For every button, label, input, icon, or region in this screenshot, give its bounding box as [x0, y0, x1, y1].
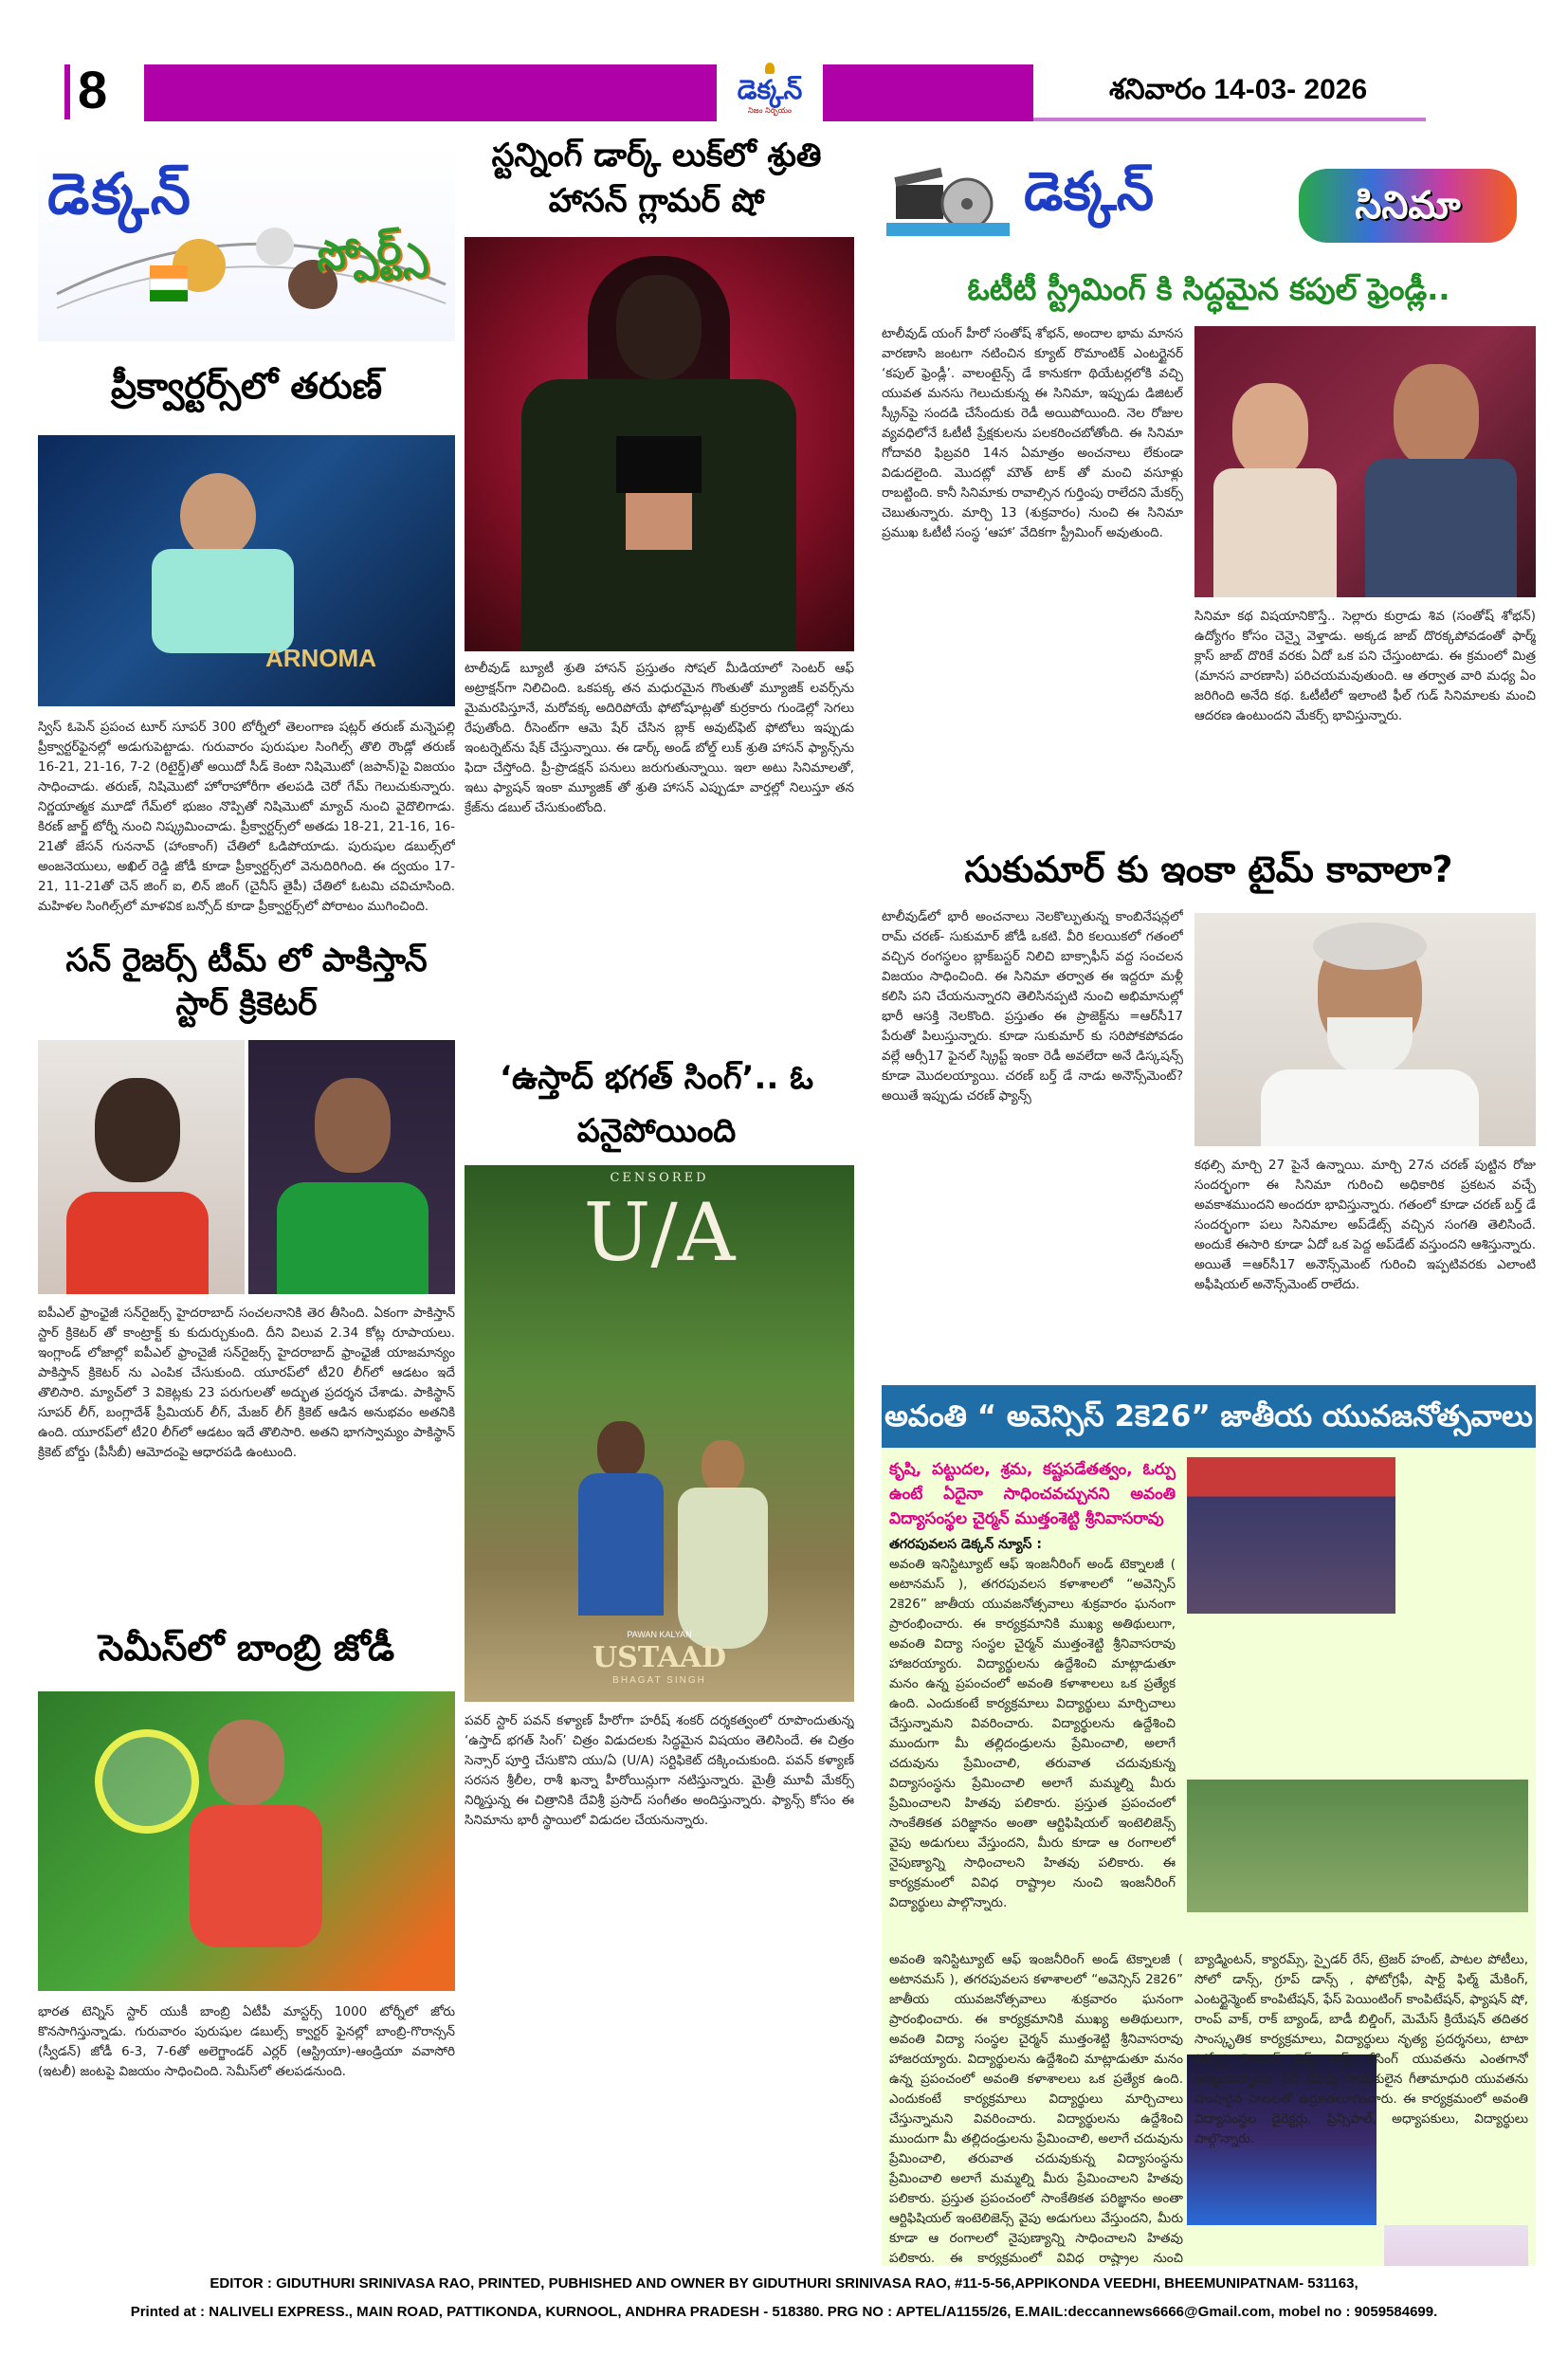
center-column [455, 133, 858, 2256]
photo-right [248, 1040, 455, 1294]
cinema-banner [882, 152, 1536, 256]
avanthi-dateline: తగరపువలస డెక్కన్ న్యూస్ : [889, 1537, 1042, 1553]
sports-column [38, 142, 455, 2256]
ott-story [882, 317, 1536, 829]
sponsor-board: ARNOMA [265, 644, 376, 673]
sukumar-photo [1194, 913, 1536, 1146]
logo-text: డెక్కన్ [737, 74, 803, 105]
article-body-ott-right: సినిమా కథ విషయానికొస్తే.. సెల్లారు కుర్రాడు శివ (సంతోష్ శోభన్) ఉద్యోగం కోసం చెన్నై వెళ్తాడు. అక్కడ జాబ్ దొరక్కపోవడంతో ఫార్మ్ క్లాస్ జాబ్ దొరికే వరకు ఏదో ఒక పని చేస్తుంటాడు. ఈ క్రమంలో మిత్ర (మానస వారణాసి) పరిచయమవుతుంది. ఆ తర్వాత వారి మధ్య ఏం జరిగింది అనేది కథ. ఓటీటీలో ఇలాంటి ఫీల్ గుడ్ సినిమాలకు మంచి ఆదరణ ఉంటుందని మేకర్స్ భావిస్తున్నారు. [1194, 609, 1536, 723]
headline-tarun: ప్రీక్వార్టర్స్‌లో తరుణ్ [110, 365, 383, 407]
article-body-avanthi-mid: అవంతి ఇనిస్టిట్యూట్ ఆఫ్ ఇంజనీరింగ్ అండ్ టెక్నాలజీ ( అటానమస్ ), తగరపువలస కళాశాలలో “అవెన్సిస్ 2కె26” జాతీయ యువజనోత్సవాలు శుక్రవారం ఘనంగా ప్రారంభించారు. ఈ కార్యక్రమానికి ముఖ్య అతిథులుగా, అవంతి విద్యా సంస్థల చైర్మన్ ముత్తంశెట్టి శ్రీనివాసరావు హాజరయ్యారు. విద్యార్థులను ఉద్దేశించి మాట్లాడుతూ మనం ఉన్న ప్రపంచంలో అవంతి కళాశాలలు ఒక ప్రత్యేక ఉంది. ఎందుకంటే కార్యక్రమాలు విద్యార్థులు మార్చిచాలు చేస్తున్నామని వివరించారు. విద్యార్థులను ఉద్దేశించి ముందుగా మీ తల్లిదండ్రులను ప్రేమించాలి, అలాగే చదువును ప్రేమించాలి, తరువాత చదువుకున్న విద్యాసంస్థను ప్రేమించాలి అలాగే మమ్మల్ని మీరు ప్రేమించాలని హితవు పలికారు. ప్రస్తుత ప్రపంచంలో సాంకేతికత పరిజ్ఞానం అంతా ఆర్టిఫిషియల్ ఇంటెలిజెన్స్ వైపు అడుగులు వేస్తుందని, మీరు కూడా ఆ రంగాలలో నైపుణ్యాన్ని సాధించాలని హితవు పలికారు. ఈ కార్యక్రమంలో వివిధ రాష్ట్రాల నుంచి [889, 1952, 1183, 2266]
player-figure [180, 473, 256, 558]
headline-bambri: సెమీస్‌లో బాంబ్రి జోడీ [98, 1627, 395, 1670]
tarun-photo [38, 435, 455, 706]
issue-date: శనివారం 14-03- 2026 [1109, 74, 1368, 105]
avanthi-story [882, 1448, 1536, 2266]
photo-left [38, 1040, 245, 1294]
article-body-sukumar-right: కథల్సి మార్చి 27 పైనే ఉన్నాయి. మార్చి 27న చరణ్ పుట్టిన రోజు సందర్భంగా ఈ సినిమా గురించి అధికారిక ప్రకటన వచ్చే అవకాశముందని అందరూ భావిస్తున్నారు. గతంలో కూడా చరణ్ బర్త్ డే సందర్భంగా పలు సినిమాల అప్‌డేట్స్ వచ్చిన సంగతి తెలిసిందే. అందుకే ఈసారి కూడా ఏదో ఒక పెద్ద అప్‌డేట్ వస్తుందని ఆశిస్తున్నారు. అయితే =ఆర్‌సీ17 అనౌన్స్‌మెంట్ గురించి ఇప్పటివరకు ఎలాంటి అఫీషియల్ అనౌన్స్‌మెంట్ రాలేదు. [1194, 1158, 1536, 1293]
ustaad-poster [465, 1165, 854, 1702]
sports-banner [38, 142, 455, 341]
headline-ustaad: ‘ఉస్తాద్ భగత్ సింగ్’.. ఓ పనైపోయింది [500, 1059, 813, 1150]
article-body-sukumar-left: టాలీవుడ్‌లో భారీ అంచనాలు నెలకొల్పుతున్న కాంబినేషన్లలో రామ్ చరణ్- సుకుమార్ జోడీ ఒకటి. వీరి కలయికలో గతంలో వచ్చిన రంగస్థలం బ్లాక్‌బస్టర్ నిలిచి బాక్సాఫీస్ వద్ద సంచలన విజయం సాధించింది. ఈ సినిమా తర్వాత ఈ ఇద్దరూ మళ్లీ కలిసి పని చేయనున్నారని తెలిసినప్పటి నుంచి అభిమానుల్లో భారీ ఆసక్తి నెలకొంది. ప్రస్తుతం ఈ ప్రాజెక్ట్‌ను =ఆర్‌సీ17 పేరుతో పిలుస్తున్నారు. కూడా సుకుమార్ కు సరిపోకపోవడం వల్లే ఆర్సీ17 ఫైనల్ స్క్రిప్ట్ ఇంకా రెడీ అవలేదా అనే డిస్కషన్స్ కూడా మొదలయ్యాయి. చరణ్ బర్త్ డే నాడు అనౌన్స్‌మెంట్? అయితే ఇప్పుడు చరణ్ ఫ్యాన్స్ [882, 909, 1183, 1105]
sports-banner-subtitle: స్పోర్ట్స్ [314, 222, 428, 282]
article-body-bambri: భారత టెన్నిస్ స్టార్ యుకీ బాంబ్రి ఏటీపీ మాస్టర్స్ 1000 టోర్నీలో జోరు కొనసాగిస్తున్నాడు. గురువారం పురుషుల డబుల్స్ క్వార్టర్ ఫైనల్లో బాంబ్రి-గొరాన్సన్ (స్వీడన్) జోడీ 6-3, 7-6తో అలెగ్జాండర్ ఎర్లర్ (ఆస్ట్రియా)-ఆండ్రియా వవాసోరి (ఇటలీ) జంటపై విజయం సాధించింది. సెమీస్‌లో తలపడనుంది. [38, 2004, 455, 2080]
masthead-bar-right [823, 64, 1033, 121]
article-body-shruti: టాలీవుడ్ బ్యూటీ శ్రుతి హాసన్ ప్రస్తుతం సోషల్ మీడియాలో సెంటర్ ఆఫ్ అట్రాక్షన్‌గా నిలిచింది. ఒకపక్క తన మధురమైన గొంతుతో మ్యూజిక్ లవర్స్‌ను మైమరపిస్తూనే, మరోవక్క అదిరిపోయే ఫోటోషూట్లతో కుర్రకారు గుండెల్లో సెగలు రేపుతోంది. రీసెంట్‌గా ఆమె షేర్ చేసిన బ్లాక్ అవుట్‌ఫిట్ ఫోటోలు ఇప్పుడు ఇంటర్నెట్‌ను షేక్ చేస్తున్నాయి. ఈ డార్క్ అండ్ బోల్డ్ లుక్ శ్రుతి హాసన్ ఫ్యాన్స్‌ను ఫిదా చేస్తోంది. ప్రీ-ప్రొడక్షన్ పనులు జరుగుతున్నాయి. ఇలా అటు సినిమాలతో, ఇటు ఫ్యాషన్ ఇంకా మ్యూజిక్ తో శ్రుతి హాసన్ ఎప్పుడూ వార్తల్లో నిలుస్తూ తన క్రేజ్‌ను డబుల్ చేసుకుంటోంది. [465, 661, 854, 815]
headline-sunrisers: సన్ రైజర్స్ టీమ్ లో పాకిస్తాన్ స్టార్ క్రికెటర్ [65, 941, 428, 1024]
article-body-sunrisers: ఐపీఎల్ ఫ్రాంఛైజీ సన్‌రైజర్స్ హైదరాబాద్ సంచలనానికి తెర తీసింది. ఏకంగా పాకిస్తాన్ స్టార్ క్రికెటర్ తో కాంట్రాక్ట్ కు కుదుర్చుకుంది. దీని విలువ 2.34 కోట్ల రూపాయలు. ఇంగ్లాండ్ లోజాల్లో ఐపీఎల్ ఫ్రాంచైజీ సన్‌రైజర్స్ హైదరాబాద్ ఫ్రాంఛైజీ యాజమాన్యం పాకిస్తాన్ క్రికెటర్ ను ఎంపిక చేసుకుంది. యూరప్‌లో టీ20 లీగ్‌లో ఆడటం ఇదే తొలిసారి. మ్యాచ్‌లో 3 వికెట్లకు 23 పరుగులతో అద్భుత ప్రదర్శన చేశాడు. పాకిస్థాన్ సూపర్ లీగ్, బంగ్లాదేశ్ ప్రీమియర్ లీగ్, మేజర్ లీగ్ క్రికెట్ ఆడిన అనుభవం అతనికి ఉంది. యూరప్‌లో టీ20 లీగ్‌లో ఆడటం ఇదే తొలిసారి. అతని భాగస్వామ్యం పాకిస్థాన్ క్రికెట్ బోర్డు (పీసీబీ) ఆమోదంపై ఆధారపడి ఉంటుంది. [38, 1306, 455, 1461]
cinema-banner-subtitle: సినిమా [1299, 169, 1517, 243]
avanthi-quote: కృషి, పట్టుదల, శ్రమ, కష్టపడేతత్వం, ఓర్పు ఉంటే ఏదైనా సాధించవచ్చునని అవంతి విద్యాసంస్థల చైర్మన్ ముత్తంశెట్టి శ్రీనివాసరావు [889, 1460, 1176, 1529]
poster-title: USTAAD [592, 1641, 727, 1674]
footer-editor-line: EDITOR : GIDUTHURI SRINIVASA RAO, PRINTED, PUBHISHED AND OWNER BY GIDUTHURI SRINIVASA RAO, #11-5-56,APPIKONDA VEEDHI, BHEEMUNIPATNAM- 531163, [210, 2275, 1358, 2292]
article-body-ott-left: టాలీవుడ్ యంగ్ హీరో సంతోష్ శోభన్, అందాల భామ మానస వారణాసి జంటగా నటించిన క్యూట్ రొమాంటిక్ ఎంటర్టైనర్ ‘కపుల్ ఫ్రెండ్లీ’. వాలంటైన్స్ డే కానుకగా థియేటర్లలోకి వచ్చి యువత మనసు గెలుచుకున్న ఈ సినిమా, ఇప్పుడు డిజిటల్ స్క్రీన్‌పై సందడి చేసేందుకు రెడీ అయిపోయింది. నెల రోజుల వ్యవధిలోనే ఓటీటీ ప్రేక్షకులను పలకరించబోతోంది. ఈ సినిమా గోదావరి ఫిబ్రవరి 14న ఏమాత్రం అంచనాలు లేకుండా విడుదలైంది. మొదట్లో మౌత్ టాక్ తో మంచి వసూళ్లు రాబట్టింది. కానీ సినిమాకు రావాల్సిన గుర్తింపు రాలేదని మేకర్స్ చెబుతున్నారు. మార్చి 13 (శుక్రవారం) నుంచి ఈ సినిమా ప్రముఖ ఓటీటీ సంస్థ ‘ఆహా’ వేదికగా స్ట్రీమింగ్ అవుతుంది. [882, 326, 1183, 540]
film-reel-icon [886, 166, 1010, 242]
cinema-banner-title: డెక్కన్ [1024, 161, 1155, 223]
poster-subtitle: BHAGAT SINGH [612, 1675, 706, 1686]
page-number: 8 [78, 60, 108, 119]
cricketers-photo [38, 1040, 455, 1294]
tennis-racket [95, 1729, 199, 1834]
avanthi-left-text [889, 1457, 1176, 1915]
article-body-ustaad: పవర్ స్టార్ పవన్ కళ్యాణ్ హీరోగా హరీష్ శంకర్ దర్శకత్వంలో రూపొందుతున్న ‘ఉస్తాద్ భగత్ సింగ్’ చిత్రం విడుదలకు సిద్ధమైన విషయం తెలిసిందే. ఈ చిత్రం సెన్సార్ పూర్తి చేసుకొని యు/ఏ (U/A) సర్టిఫికెట్ దక్కించుకుంది. పవన్ కళ్యాణ్ సరసన శ్రీలీల, రాశీ ఖన్నా హీరోయిన్లుగా నటిస్తున్నారు. మైత్రీ మూవీ మేకర్స్ నిర్మిస్తున్న ఈ చిత్రానికి దేవిశ్రీ ప్రసాద్ సంగీతం అందిస్తున్నారు. ఫ్యాన్స్ కోసం ఈ సినిమాను భారీ స్థాయిలో విడుదల చేయనున్నారు. [465, 1713, 854, 1828]
poster-credit: PAWAN KALYAN [627, 1630, 692, 1639]
masthead-logo [719, 63, 821, 125]
headline-sukumar: సుకుమార్ కు ఇంకా టైమ్ కావాలా? [964, 849, 1453, 890]
footer-printer-line: Printed at : NALIVELI EXPRESS., MAIN ROAD, PATTIKONDA, KURNOOL, ANDHRA PRADESH - 518380. PRG NO : APTEL/A1155/26, E.MAIL:deccannews6666@Gmail.com, mobel no : 9059584699. [130, 2304, 1438, 2320]
player-jersey [152, 549, 294, 653]
article-body-tarun: స్విస్ ఓపెన్ ప్రపంచ టూర్ సూపర్ 300 టోర్నీలో తెలంగాణ షట్లర్ తరుణ్ మన్నెపల్లి ప్రీక్వార్టర్‌ఫైనల్లో అడుగుపెట్టాడు. గురువారం పురుషుల సింగిల్స్ తొలి రౌండ్లో తరుణ్ 16-21, 21-16, 7-2 (రిటైర్డ్)తో అయిదో సీడ్ కెంటా నిషిమొటో (జపాన్)పై విజయం సాధించాడు. తరుణ్, నిషిమొటో హోరాహోరీగా తలపడి చెరో గేమ్ గెలుచుకున్నారు. నిర్ణయాత్మక మూడో గేమ్‌లో భుజం నొప్పితో నిషిమొటో మ్యాచ్ నుంచి వైదొలిగాడు. కిరణ్ జార్జ్ టోర్నీ నుంచి నిష్క్రమించాడు. ప్రీక్వార్టర్స్‌లో అతడు 18-21, 21-16, 16-21తో జేసన్ గుననావ్ (హాంకాంగ్) చేతిలో ఓడిపోయాడు. పురుషుల డబుల్స్‌లో అంజనెయులు, అఖిల్ రెడ్డి జోడీ కూడా ప్రీక్వార్టర్స్‌లో వెనుదిరిగింది. ఈ ద్వయం 17-21, 11-21తో చెన్ జింగ్ ఐ, లిన్ జింగ్ (చైనీస్ తైపీ) చేతిలో ఓటమి చవిచూసింది. మహిళల సింగిల్స్‌లో మాళవిక బన్సోద్ కూడా ప్రీక్వార్టర్స్‌లో పోరాటం ముగించింది. [38, 720, 455, 915]
logo-tagline: నిజం నిర్భయం [748, 106, 792, 115]
avanthi-stage-photo [1187, 1457, 1395, 1614]
sports-banner-title: డెక్కన్ [47, 161, 192, 228]
page-edge-bar [64, 64, 70, 119]
shruti-photo [465, 237, 854, 651]
poster-rating: U/A [583, 1186, 736, 1279]
headline-shruti: స్టన్నింగ్ డార్క్ లుక్‌లో శ్రుతి హాసన్ గ్లామర్ షో [491, 137, 822, 220]
sukumar-story [882, 904, 1536, 1368]
tennis-photo [38, 1691, 455, 1991]
couple-friendly-photo [1194, 326, 1536, 597]
article-body-avanthi-left: అవంతి ఇనిస్టిట్యూట్ ఆఫ్ ఇంజనీరింగ్ అండ్ టెక్నాలజీ ( అటానమస్ ), తగరపువలస కళాశాలలో “అవెన్సిస్ 2కె26” జాతీయ యువజనోత్సవాలు శుక్రవారం ఘనంగా ప్రారంభించారు. ఈ కార్యక్రమానికి ముఖ్య అతిథులుగా, అవంతి విద్యా సంస్థల చైర్మన్ ముత్తంశెట్టి శ్రీనివాసరావు హాజరయ్యారు. విద్యార్థులను ఉద్దేశించి మాట్లాడుతూ మనం ఉన్న ప్రపంచంలో అవంతి కళాశాలలు ఒక ప్రత్యేక ఉంది. ఎందుకంటే కార్యక్రమాలు విద్యార్థులు మార్చిచాలు చేస్తున్నామని వివరించారు. విద్యార్థులను ఉద్దేశించి ముందుగా మీ తల్లిదండ్రులను ప్రేమించాలి, అలాగే చదువును ప్రేమించాలి, తరువాత చదువుకున్న విద్యాసంస్థను ప్రేమించాలి అలాగే మమ్మల్ని మీరు ప్రేమించాలని హితవు పలికారు. ప్రస్తుత ప్రపంచంలో సాంకేతికత పరిజ్ఞానం అంతా ఆర్టిఫిషియల్ ఇంటెలిజెన్స్ వైపు అడుగులు వేస్తుందని, మీరు కూడా ఆ రంగాలలో నైపుణ్యాన్ని సాధించాలని హితవు పలికారు. ఈ కార్యక్రమంలో వివిధ రాష్ట్రాల నుంచి ఇంజనీరింగ్ విద్యార్థులు పాల్గొన్నారు. [889, 1557, 1176, 1911]
article-body-avanthi-right: బ్యాడ్మింటన్, క్యారమ్స్, స్పైడర్ రేస్, ట్రెజర్ హంట్, పాటల పోటీలు, సోలో డాన్స్, గ్రూప్ డాన్స్ , ఫోటోగ్రఫీ, షార్ట్ ఫిల్మ్ మేకింగ్, ఎంటర్టైన్మెంట్ కాంపిటేషన్, ఫేస్ పెయింటింగ్ కాంపిటేషన్, ఫ్యాషన్ షో, రాంప్ వాక్, రాక్ బ్యాండ్, బాడీ బిల్డింగ్, మెమేస్ క్రియేషన్ తదితర సాంస్కృతిక కార్యక్రమాలు, విద్యార్థులు నృత్య ప్రదర్శనలు, టాటా ఎక్స్పో మోటార్ బైక్స్ కార్స్ రేసింగ్ యువతను ఎంతగానో ఆకట్టుకున్నాయి. సినీ నేపథ్య గాయకులైన గీతామాధురి యువతను హుషారైన పాటలతో ఉర్రూతలూగించారు. ఈ కార్యక్రమంలో అవంతి విద్యాసంస్థల డైరెక్టర్లు, ప్రిన్సిపాల్, అధ్యాపకులు, విద్యార్థులు పాల్గొన్నారు. [1194, 1952, 1528, 2147]
headline-ott: ఓటీటీ స్ట్రీమింగ్ కి సిద్ధమైన కపుల్ ఫ్రెండ్లీ.. [967, 271, 1450, 307]
masthead-underline [1033, 118, 1426, 121]
headline-avanthi: అవంతి “ అవెన్సిస్ 2కె26” జాతీయ యువజనోత్సవాలు [882, 1385, 1536, 1448]
cinema-column [882, 152, 1536, 2266]
avanthi-bike-photo [1187, 1780, 1528, 1912]
lamp-icon [765, 63, 775, 74]
poster-censored-label: CENSORED [610, 1171, 709, 1185]
masthead-bar-left [144, 64, 717, 121]
